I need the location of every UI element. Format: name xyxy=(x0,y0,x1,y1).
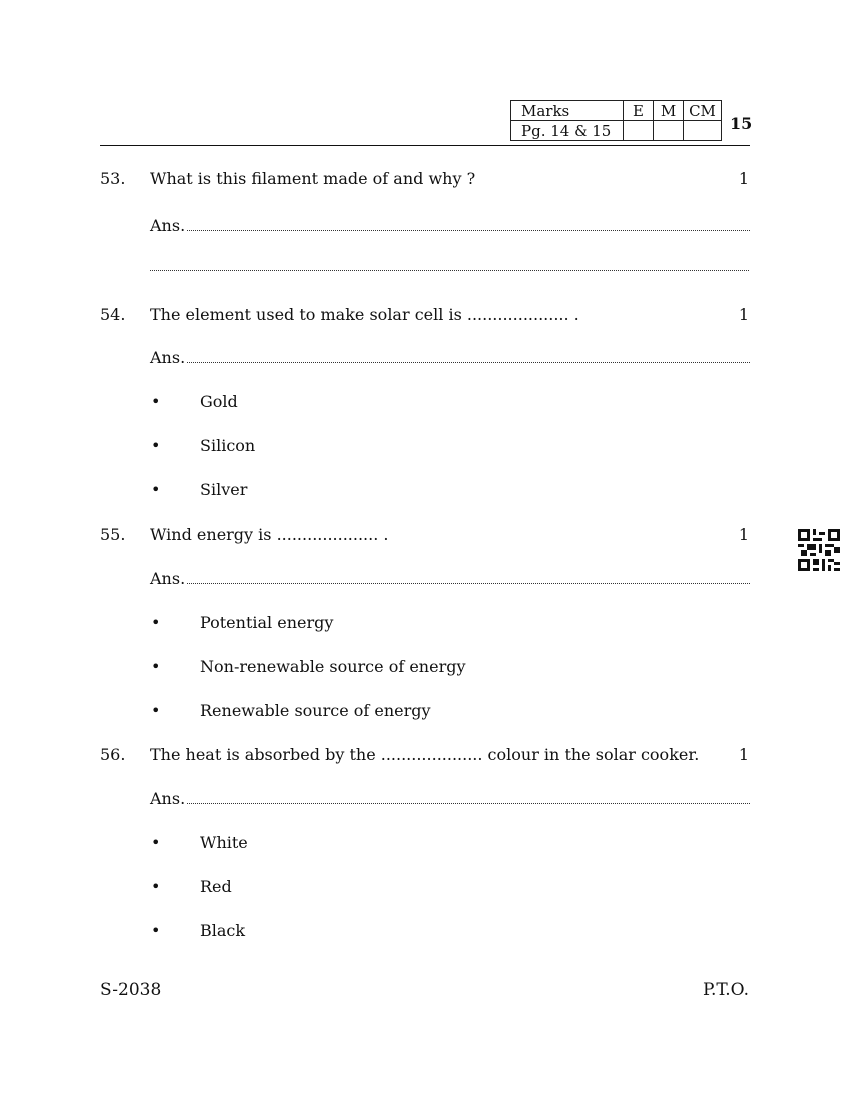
question-53-answer-line-2[interactable] xyxy=(150,270,749,271)
question-56-option-3: Black xyxy=(200,921,246,940)
question-53-number: 53. xyxy=(100,169,126,188)
answer-dotted-line xyxy=(187,803,750,804)
pto-label: P.T.O. xyxy=(703,980,749,1000)
marks-col-m: M xyxy=(654,101,684,121)
marks-col-e: E xyxy=(624,101,654,121)
marks-cell-m[interactable] xyxy=(654,121,684,141)
marks-label: Marks xyxy=(511,101,624,121)
marks-col-cm: CM xyxy=(684,101,722,121)
bullet-icon: • xyxy=(151,833,161,852)
bullet-icon: • xyxy=(151,921,161,940)
question-54-text: The element used to make solar cell is .................... . xyxy=(150,305,579,324)
marks-pages-label: Pg. 14 & 15 xyxy=(511,121,624,141)
answer-dotted-line xyxy=(187,362,750,363)
bullet-icon: • xyxy=(151,701,161,720)
question-55-option-3: Renewable source of energy xyxy=(200,701,431,720)
answer-dotted-line xyxy=(187,230,750,231)
question-55-marks: 1 xyxy=(738,525,749,544)
answer-label: Ans. xyxy=(150,348,186,367)
question-54-option-3: Silver xyxy=(200,480,248,499)
question-53-marks: 1 xyxy=(738,169,749,188)
paper-code: S-2038 xyxy=(100,980,162,1000)
question-56-option-2: Red xyxy=(200,877,232,896)
question-56-option-1: White xyxy=(200,833,248,852)
bullet-icon: • xyxy=(151,877,161,896)
question-56-answer-line[interactable] xyxy=(150,790,750,808)
marks-table xyxy=(510,100,722,141)
question-54-answer-line[interactable] xyxy=(150,349,750,367)
question-54-number: 54. xyxy=(100,305,126,324)
question-54-marks: 1 xyxy=(738,305,749,324)
question-55-number: 55. xyxy=(100,525,126,544)
question-55-option-2: Non-renewable source of energy xyxy=(200,657,466,676)
question-54-option-2: Silicon xyxy=(200,436,256,455)
bullet-icon: • xyxy=(151,657,161,676)
answer-label: Ans. xyxy=(150,216,186,235)
question-54-option-1: Gold xyxy=(200,392,238,411)
question-55-answer-line[interactable] xyxy=(150,570,750,588)
page-number: 15 xyxy=(730,114,753,133)
question-56-number: 56. xyxy=(100,745,126,764)
marks-cell-cm[interactable] xyxy=(684,121,722,141)
question-55-option-1: Potential energy xyxy=(200,613,334,632)
qr-code-icon xyxy=(798,529,840,571)
bullet-icon: • xyxy=(151,613,161,632)
marks-cell-e[interactable] xyxy=(624,121,654,141)
question-53-answer-line[interactable] xyxy=(150,217,750,235)
question-56-marks: 1 xyxy=(738,745,749,764)
answer-label: Ans. xyxy=(150,569,186,588)
question-56-text: The heat is absorbed by the .................... colour in the solar cooker. xyxy=(150,745,700,764)
question-55-text: Wind energy is .................... . xyxy=(150,525,389,544)
header-divider xyxy=(100,145,750,146)
bullet-icon: • xyxy=(151,480,161,499)
bullet-icon: • xyxy=(151,436,161,455)
bullet-icon: • xyxy=(151,392,161,411)
answer-dotted-line xyxy=(187,583,750,584)
question-53-text: What is this filament made of and why ? xyxy=(150,169,476,188)
answer-label: Ans. xyxy=(150,789,186,808)
